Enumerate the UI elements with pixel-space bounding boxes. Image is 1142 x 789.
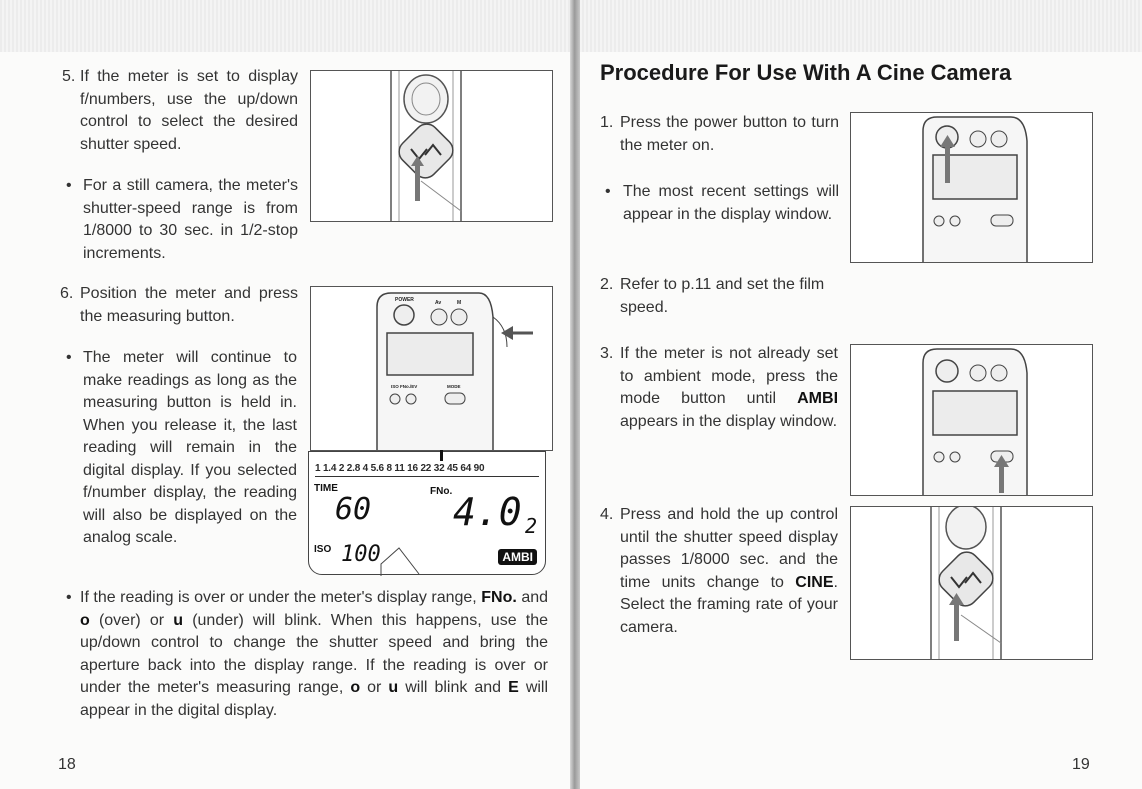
ambi-badge: AMBI <box>498 549 537 565</box>
meter-updown-illustration <box>311 71 553 222</box>
iso-label: ISO <box>314 544 332 555</box>
step4-text: Press and hold the up control until the shutter speed display passes 1/8000 sec. and the time units change to CINE. Select the framing rate of your camera. <box>620 506 838 636</box>
step1-text: Press the power button to turn the meter on. <box>620 114 839 154</box>
step5-number: 5. <box>62 68 76 85</box>
step6-text: Position the meter and press the measuring button. <box>80 285 298 325</box>
figure-updown-control <box>310 70 553 222</box>
step3-number: 3. <box>600 345 614 362</box>
book-gutter <box>570 0 580 789</box>
step6-bullet-text: The meter will continue to make readings as long as the measuring button is held in. When you release it, the last reading will remain in the digital display. If you selected f/number display, the reading will also be displayed on the analog scale. <box>83 349 297 546</box>
step6-bullet: • <box>66 349 72 366</box>
time-label: TIME <box>314 483 338 494</box>
step3-text: If the meter is not already set to ambient mode, press the mode button until AMBI appears in the display window. <box>620 345 839 430</box>
step5-bullet: • <box>66 177 72 194</box>
step1-bullet-text: The most recent settings will appear in the display window. <box>623 183 839 223</box>
m-label: M <box>457 300 462 306</box>
fno-label: FNo. <box>430 486 453 497</box>
page-title: Procedure For Use With A Cine Camera <box>600 60 1012 85</box>
note-text: If the reading is over or under the meter's display range, FNo. and o (over) or u (under) will blink. When this happens, use the up/down control to change the shutter speed and bring the aperture back into the display range. If the reading is over or under the meter's measuring range, o or u will blink and E will appear in the digital display. <box>80 589 549 719</box>
av-label: Av <box>435 300 442 306</box>
meter-mode-illustration <box>851 345 1093 496</box>
figure-mode-button <box>850 344 1093 496</box>
aperture-tenth: 2 <box>525 514 538 538</box>
step4-number: 4. <box>600 506 614 523</box>
step1-bullet: • <box>605 183 611 200</box>
meter-up-illustration <box>851 507 1093 660</box>
step2-number: 2. <box>600 276 614 293</box>
iso-reading: 100 <box>341 542 381 567</box>
step5-bullet-text: For a still camera, the meter's shutter-speed range is from 1/8000 to 30 sec. in 1/2-stop increments. <box>83 177 298 262</box>
figure-power-button <box>850 112 1093 263</box>
page-number-right: 19 <box>1072 756 1090 773</box>
figure-measuring-button <box>310 286 553 451</box>
note-bullet: • <box>66 589 72 606</box>
step6-number: 6. <box>60 285 74 302</box>
shutter-reading: 60 <box>335 492 372 527</box>
step2-text: Refer to p.11 and set the film speed. <box>620 276 825 316</box>
page-number-left: 18 <box>58 756 76 773</box>
power-label: POWER <box>395 297 414 303</box>
mode-label: MODE <box>447 384 461 389</box>
step1-number: 1. <box>600 114 614 131</box>
iso-fno-ev-label: ISO FNo./EV <box>391 384 418 389</box>
digital-display <box>308 451 546 575</box>
aperture-reading: 4.0 <box>453 490 522 534</box>
figure-up-control <box>850 506 1093 660</box>
meter-power-illustration <box>851 113 1093 263</box>
step5-text: If the meter is set to display f/numbers, use the up/down control to select the desired shutter speed. <box>80 68 298 153</box>
meter-front-illustration <box>311 287 553 451</box>
aperture-scale: 1 1.4 2 2.8 4 5.6 8 11 16 22 32 45 64 90 <box>315 463 539 477</box>
